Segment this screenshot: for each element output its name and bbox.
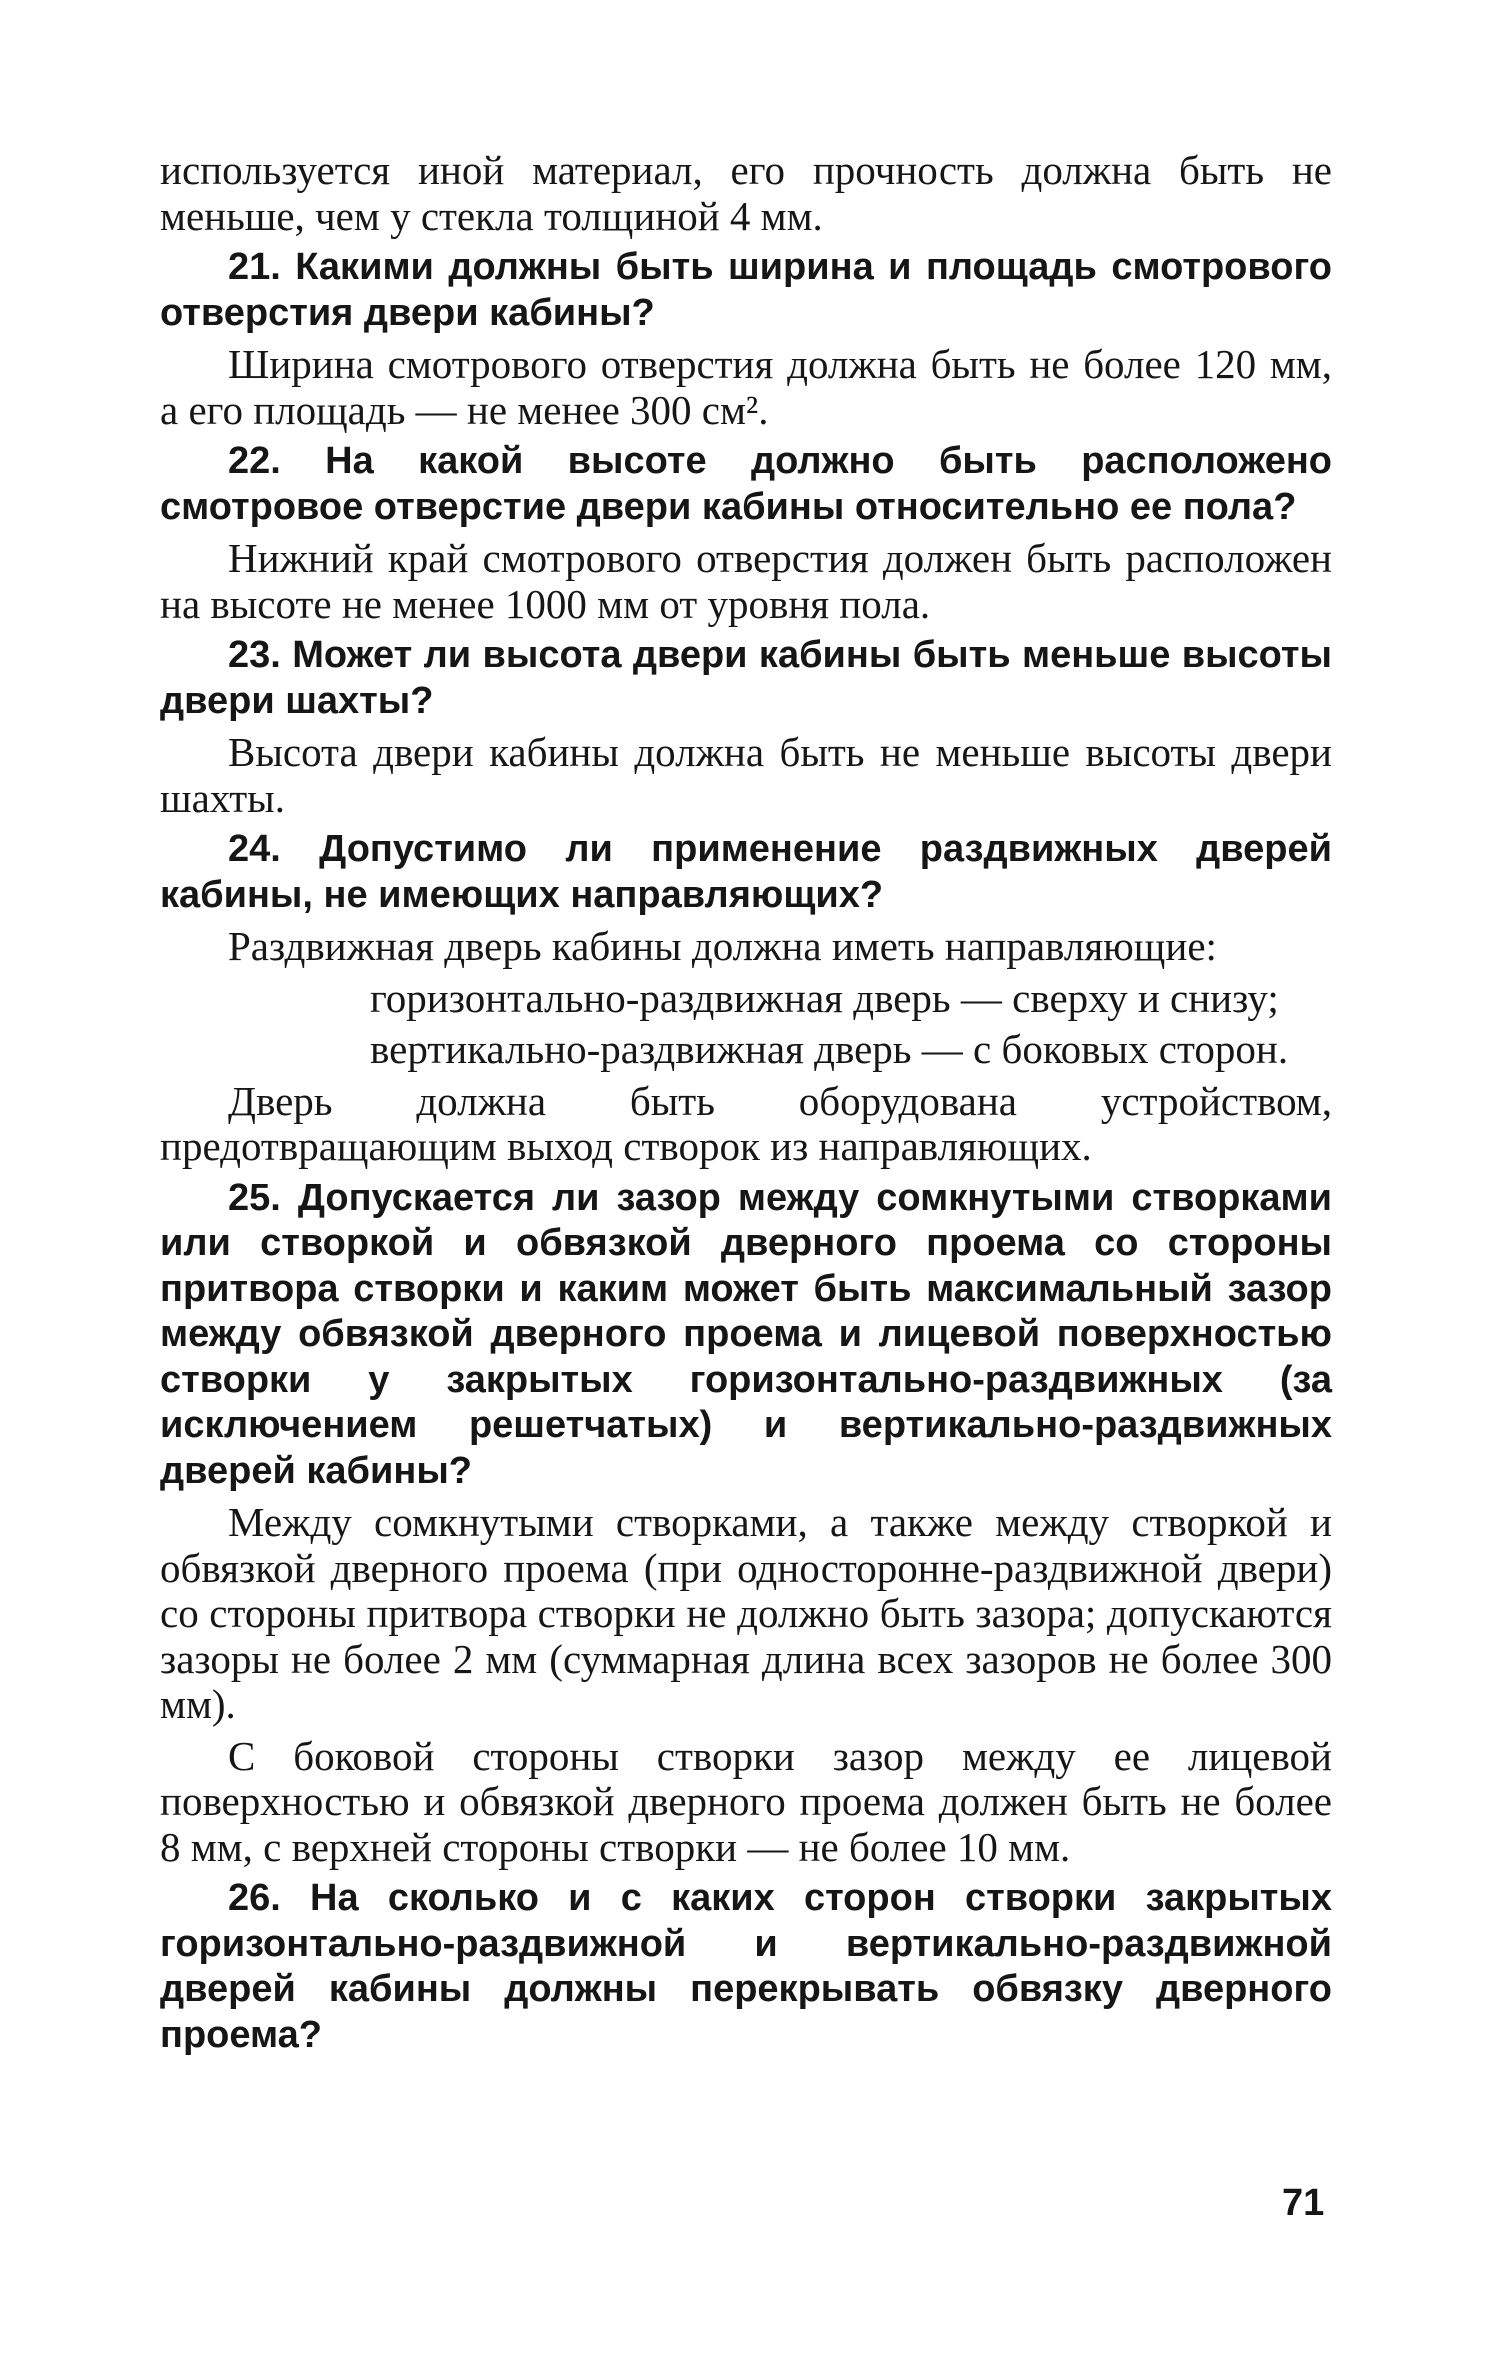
question-25: 25. Допускается ли зазор между сомкнутыми створками или створкой и обвязкой дверного проема со стороны притвора створки и каким может быть максимальный зазор между обвязкой дверного проема и лицевой поверхностью створки у закрытых горизонтально-раздвижных (за исключением решетчатых) и вертикально-раздвижных дверей кабины? [160,1176,1332,1492]
book-page [160,148,1332,2064]
question-26: 26. На сколько и с каких сторон створки закрытых горизонтально-раздвижной и вертикально-раздвижной дверей кабины должны перекрывать обвязку дверного проема? [160,1877,1332,2056]
question-21: 21. Какими должны быть ширина и площадь смотрового отверстия двери кабины? [160,246,1332,334]
continued-paragraph: используется иной материал, его прочность должна быть не меньше, чем у стекла толщиной 4 мм. [160,147,1332,239]
answer-25-part-1: Между сомкнутыми створками, а также между створкой и обвязкой дверного проема (при односторонне-раздвижной двери) со стороны притвора створки не должно быть зазора; допускаются зазоры не более 2 мм (суммарная длина всех зазоров не более 300 мм). [160,1499,1332,1727]
question-22: 22. На какой высоте должно быть расположено смотровое отверстие двери кабины относительно ее пола? [160,440,1332,528]
answer-24-note: Дверь должна быть оборудована устройством, предотвращающим выход створок из направляющих. [160,1077,1332,1169]
answer-24-item-vertical: вертикально-раздвижная дверь — с боковых сторон. [370,1026,1289,1072]
answer-22: Нижний край смотрового отверстия должен быть расположен на высоте не менее 1000 мм от уровня пола. [160,535,1332,627]
question-24: 24. Допустимо ли применение раздвижных дверей кабины, не имеющих направляющих? [160,828,1332,916]
answer-21: Ширина смотрового отверстия должна быть не более 120 мм, а его площадь — не менее 300 см². [160,341,1332,433]
page-number: 71 [1282,2182,1325,2224]
answer-23: Высота двери кабины должна быть не меньше высоты двери шахты. [160,729,1332,821]
question-23: 23. Может ли высота двери кабины быть меньше высоты двери шахты? [160,634,1332,722]
answer-25-part-2: С боковой стороны створки зазор между ее лицевой поверхностью и обвязкой дверного проема должен быть не более 8 мм, с верхней стороны створки — не более 10 мм. [160,1732,1332,1870]
answer-24-item-horizontal: горизонтально-раздвижная дверь — сверху и снизу; [370,974,1279,1021]
answer-24: Раздвижная дверь кабины должна иметь направляющие: [228,923,1217,969]
